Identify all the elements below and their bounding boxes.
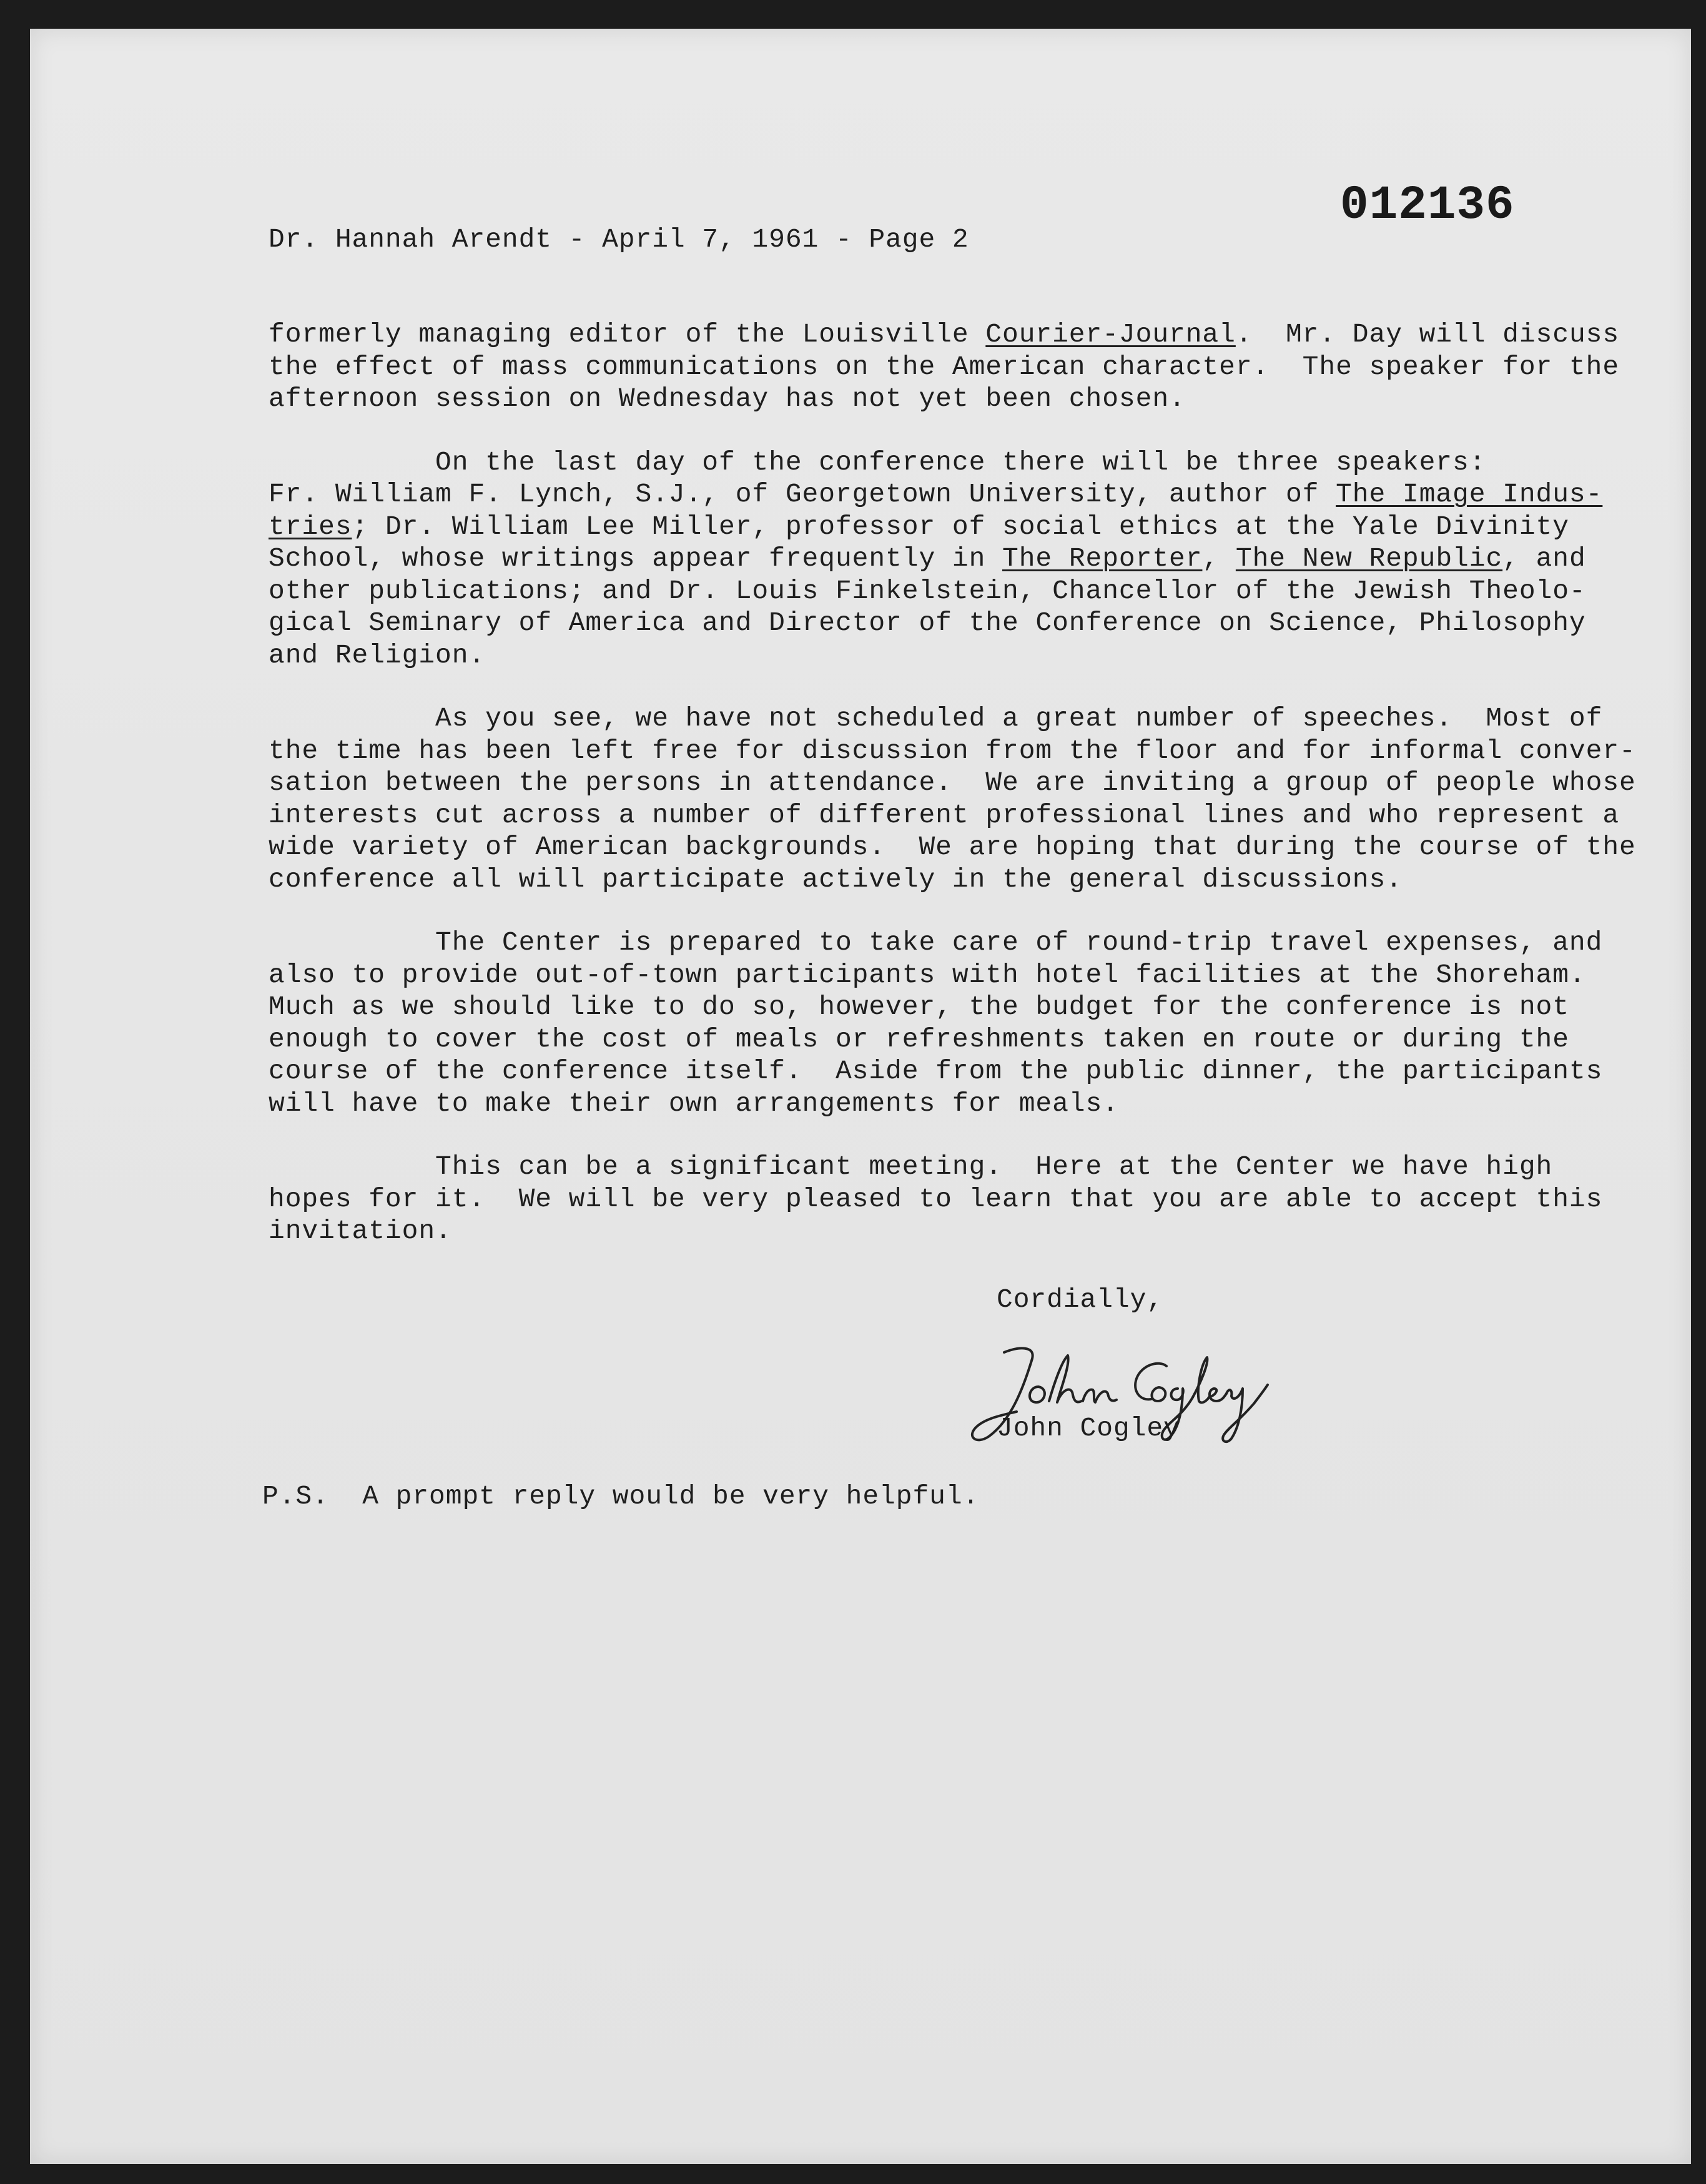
text-segment: enough to cover the cost of meals or refreshments taken en route or during the <box>269 1023 1569 1055</box>
text-segment: invitation. <box>269 1216 452 1246</box>
text-segment: other publications; and Dr. Louis Finkelstein, Chancellor of the Jewish Theolo- <box>269 575 1586 606</box>
text-segment: , and <box>1502 543 1586 574</box>
text-segment: hopes for it. We will be very pleased to learn that you are able to accept this <box>269 1183 1603 1214</box>
text-segment: Fr. William F. Lynch, S.J., of Georgetown University, author of <box>269 479 1336 509</box>
underlined-title: The Image Indus- <box>1336 479 1603 509</box>
underlined-title: The Reporter <box>1002 543 1203 574</box>
text-segment: also to provide out-of-town participants with hotel facilities at the Shoreham. <box>269 959 1586 990</box>
text-segment: the effect of mass communications on the American character. The speaker for the <box>269 351 1620 382</box>
text-segment: Much as we should like to do so, however, the budget for the conference is not <box>269 991 1569 1022</box>
text-segment: course of the conference itself. Aside from the public dinner, the participants <box>269 1056 1603 1086</box>
underlined-title: tries <box>269 511 352 542</box>
text-segment: gical Seminary of America and Director of the Conference on Science, Philosophy <box>269 607 1586 638</box>
body-paragraph <box>269 702 1636 895</box>
closing-salutation: Cordially, <box>997 1284 1164 1315</box>
letter-body <box>269 318 1636 1279</box>
text-segment: conference all will participate actively in the general discussions. <box>269 863 1403 895</box>
page-header: Dr. Hannah Arendt - April 7, 1961 - Page 2 <box>269 224 969 255</box>
text-segment: , <box>1202 543 1236 574</box>
text-segment: This can be a significant meeting. Here at the Center we have high <box>269 1151 1553 1182</box>
underlined-title: Courier-Journal <box>985 319 1236 350</box>
body-paragraph <box>269 318 1620 415</box>
text-segment: ; Dr. William Lee Miller, professor of social ethics at the Yale Divinity <box>352 511 1569 542</box>
body-paragraph <box>269 1151 1603 1247</box>
signer-name: John Cogley <box>997 1413 1180 1444</box>
text-segment: sation between the persons in attendance. We are inviting a group of people whose <box>269 767 1636 798</box>
text-segment: As you see, we have not scheduled a great number of speeches. Most of <box>269 703 1603 734</box>
postscript: P.S. A prompt reply would be very helpful. <box>262 1481 980 1512</box>
text-segment: interests cut across a number of different professional lines and who represent a <box>269 799 1620 830</box>
body-paragraph <box>269 446 1603 672</box>
text-segment: . Mr. Day will discuss <box>1235 319 1620 350</box>
letter-page <box>30 29 1691 2164</box>
underlined-title: The New Republic <box>1235 543 1503 574</box>
text-segment: formerly managing editor of the Louisville <box>269 319 986 350</box>
document-number: 012136 <box>1340 179 1515 232</box>
text-segment: On the last day of the conference there will be three speakers: <box>269 446 1486 478</box>
text-segment: School, whose writings appear frequently in <box>269 543 1002 574</box>
text-segment: and Religion. <box>269 639 486 671</box>
text-segment: will have to make their own arrangements for meals. <box>269 1088 1119 1119</box>
text-segment: the time has been left free for discussion from the floor and for informal conver- <box>269 735 1636 766</box>
text-segment: wide variety of American backgrounds. We are hoping that during the course of the <box>269 832 1636 862</box>
text-segment: afternoon session on Wednesday has not yet been chosen. <box>269 383 1186 414</box>
body-paragraph <box>269 927 1603 1119</box>
text-segment: The Center is prepared to take care of round-trip travel expenses, and <box>269 927 1603 958</box>
